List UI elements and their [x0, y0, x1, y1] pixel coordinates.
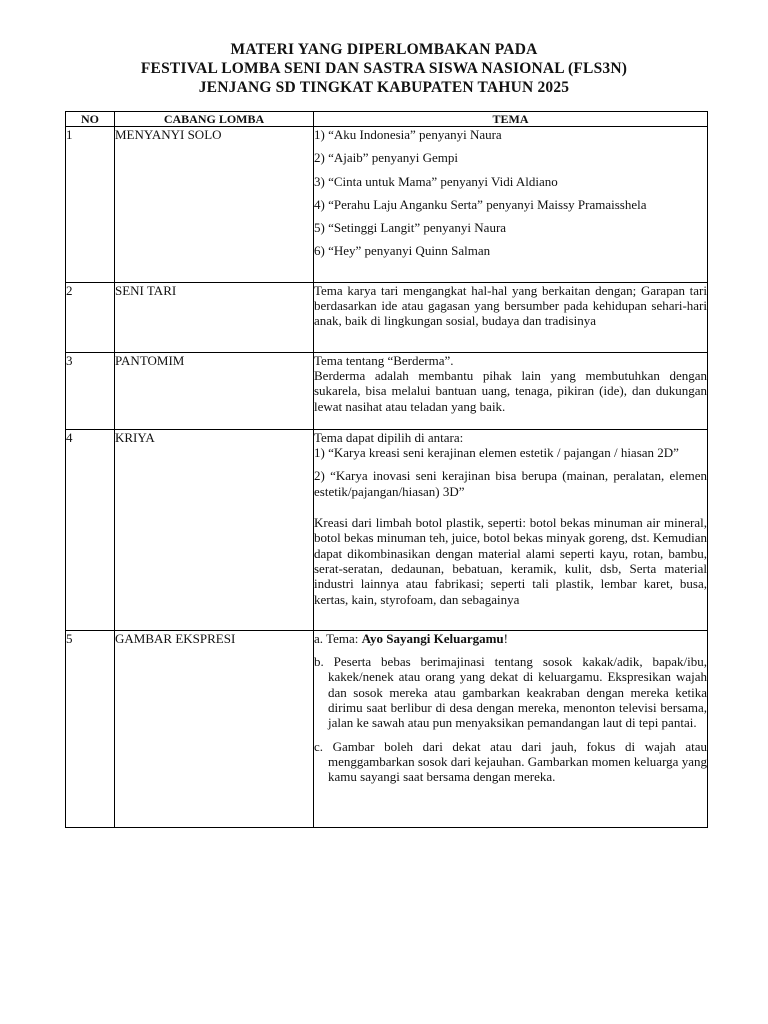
table-row [66, 429, 708, 630]
row-cabang: MENYANYI SOLO [115, 127, 314, 283]
table-row [66, 630, 708, 827]
tema-item-a [314, 631, 707, 646]
row-cabang: KRIYA [115, 429, 314, 630]
row-tema [314, 352, 708, 429]
tema-a-title: Ayo Sayangi Keluargamu [361, 630, 504, 646]
tema-item-b: b. Peserta bebas berimajinasi tentang sosok kakak/adik, bapak/ibu, kakek/nenek atau orang yang dekat di keluargamu. Ekspresikan wajah dan sosok mereka atau gambarkan keakraban dengan mereka ketika dirimu saat berlibur di desa dengan mereka, menonton televisi bersama, jalan ke sawah atau pun menyaksikan pemandangan laut di tepi pantai. [314, 654, 707, 731]
table-row [66, 352, 708, 429]
tema-item: 2) “Ajaib” penyanyi Gempi [314, 150, 459, 166]
tema-paragraph: Tema tentang “Berderma”. [314, 352, 454, 368]
tema-item: 4) “Perahu Laju Anganku Serta” penyanyi Maissy Pramaisshela [314, 196, 647, 212]
row-cabang: GAMBAR EKSPRESI [115, 630, 314, 827]
row-tema [314, 127, 708, 283]
row-number: 5 [66, 630, 115, 827]
tema-item: 1) “Aku Indonesia” penyanyi Naura [314, 127, 502, 142]
tema-item: 6) “Hey” penyanyi Quinn Salman [314, 243, 491, 259]
tema-a-prefix: a. Tema: [314, 630, 362, 646]
tema-item: 5) “Setinggi Langit” penyanyi Naura [314, 220, 507, 236]
tema-paragraph: Kreasi dari limbah botol plastik, seperti: botol bekas minuman air mineral, botol bekas minuman teh, juice, botol bekas minyak goreng, dst. Kemudian dapat dikombinasikan dengan material alami seperti kayu, rotan, bambu, serat-seratan, dedaunan, bebatuan, keramik, kulit, dsb, Serta material industri lainnya atau fabrikasi; seperti tali plastik, lembar karet, busa, kertas, kain, styrofoam, dan sebagainya [314, 515, 707, 607]
row-cabang: SENI TARI [115, 282, 314, 352]
tema-item: 1) “Karya kreasi seni kerajinan elemen estetik / pajangan / hiasan 2D” [314, 445, 679, 461]
tema-paragraph: Tema dapat dipilih di antara: [314, 429, 464, 445]
tema-a-suffix: ! [503, 630, 508, 646]
competition-table [65, 111, 708, 828]
header-cabang: CABANG LOMBA [115, 112, 314, 127]
table-row [66, 127, 708, 283]
row-number: 1 [66, 127, 115, 283]
title-line-2: FESTIVAL LOMBA SENI DAN SASTRA SISWA NASIONAL (FLS3N) [140, 60, 628, 77]
tema-paragraph: Berderma adalah membantu pihak lain yang membutuhkan dengan sukarela, bisa melalui bantuan uang, tenaga, pikiran (ide), dan dukungan lewat nasihat atau teladan yang baik. [314, 367, 707, 414]
tema-paragraph: Tema karya tari mengangkat hal-hal yang berkaitan dengan; Garapan tari berdasarkan ide atau gagasan yang bersumber pada kehidupan sehari-hari anak, baik di lingkungan sosial, budaya dan tradisinya [314, 282, 707, 329]
row-number: 3 [66, 352, 115, 429]
header-tema: TEMA [314, 112, 708, 127]
title-line-3: JENJANG SD TINGKAT KABUPATEN TAHUN 2025 [198, 79, 570, 96]
tema-item: 2) “Karya inovasi seni kerajinan bisa berupa (mainan, peralatan, elemen estetik/pajangan/hiasan) 3D” [314, 468, 707, 499]
table-header-row [66, 112, 708, 127]
table-row [66, 282, 708, 352]
row-tema [314, 630, 708, 827]
tema-item: 3) “Cinta untuk Mama” penyanyi Vidi Aldiano [314, 173, 558, 189]
row-tema [314, 282, 708, 352]
tema-item-c: c. Gambar boleh dari dekat atau dari jauh, fokus di wajah atau menggambarkan sosok dari kejauhan. Gambarkan momen keluarga yang kamu sayangi saat bersama dengan mereka. [314, 738, 707, 785]
row-cabang: PANTOMIM [115, 352, 314, 429]
document-title [0, 40, 768, 97]
row-number: 2 [66, 282, 115, 352]
row-number: 4 [66, 429, 115, 630]
header-no: NO [66, 112, 115, 127]
title-line-1: MATERI YANG DIPERLOMBAKAN PADA [230, 41, 538, 58]
row-tema [314, 429, 708, 630]
